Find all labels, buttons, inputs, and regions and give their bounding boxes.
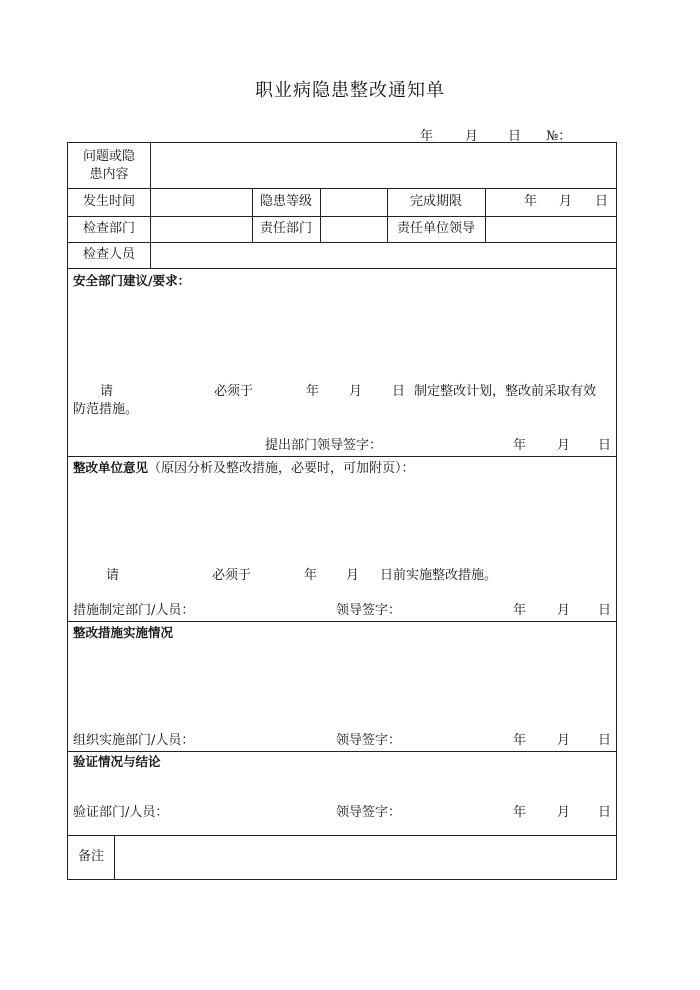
safety-section-heading: 安全部门建议/要求：	[73, 273, 191, 288]
rectify-sig-month: 月	[557, 603, 571, 618]
safety-day: 日	[392, 384, 406, 399]
resp-dept-label: 责任部门	[259, 221, 312, 236]
verify-sig-month: 月	[557, 805, 571, 820]
verify-sig-year: 年	[513, 805, 527, 820]
safety-sig-month: 月	[557, 438, 571, 453]
occur-time-label: 发生时间	[82, 194, 135, 209]
deadline-year: 年	[524, 194, 538, 209]
rectify-heading-note: （原因分析及整改措施，必要时，可加附页）：	[148, 461, 415, 476]
dateline-year: 年	[420, 129, 434, 144]
safety-month: 月	[349, 384, 363, 399]
row-divider	[68, 456, 616, 457]
rectify-sig-day: 日	[598, 603, 612, 618]
safety-sig-year: 年	[513, 438, 527, 453]
remarks-field[interactable]	[115, 836, 616, 879]
inspector-label: 检查人员	[82, 247, 135, 262]
deadline-month: 月	[559, 194, 573, 209]
safety-must-by: 必须于	[214, 384, 254, 399]
deadline-label: 完成期限	[409, 194, 462, 209]
safety-instruction-cont: 防范措施。	[73, 402, 139, 417]
rectify-signature-label: 领导签字：	[336, 603, 402, 618]
verify-signature-label: 领导签字：	[336, 805, 402, 820]
rectify-must-by: 必须于	[212, 568, 252, 583]
rectify-dept-label: 措施制定部门/人员：	[73, 603, 195, 618]
implement-signature-label: 领导签字：	[336, 733, 402, 748]
form-table	[67, 142, 617, 880]
inspector-field[interactable]	[151, 243, 616, 268]
implement-dept-label: 组织实施部门/人员：	[73, 733, 195, 748]
row-divider	[68, 621, 616, 622]
rectify-heading-bold: 整改单位意见	[73, 460, 149, 475]
row-divider	[68, 268, 616, 269]
implement-section-heading: 整改措施实施情况	[73, 625, 174, 640]
hazard-level-label: 隐患等级	[259, 194, 312, 209]
safety-year: 年	[306, 384, 320, 399]
rectify-year: 年	[304, 568, 318, 583]
rectify-please: 请	[106, 568, 120, 583]
rectify-month: 月	[346, 568, 360, 583]
implement-sig-year: 年	[513, 733, 527, 748]
resp-leader-field[interactable]	[486, 217, 616, 242]
rectify-section-heading	[73, 460, 415, 477]
safety-instruction: 制定整改计划，整改前采取有效	[414, 384, 597, 399]
issue-label-line1: 问题或隐	[82, 149, 135, 164]
safety-please: 请	[100, 384, 114, 399]
safety-sig-day: 日	[598, 438, 612, 453]
inspect-dept-field[interactable]	[151, 217, 252, 242]
implement-sig-month: 月	[557, 733, 571, 748]
safety-signature-label: 提出部门领导签字：	[265, 438, 383, 453]
row-divider	[68, 751, 616, 752]
verify-dept-label: 验证部门/人员：	[73, 805, 169, 820]
page-title: 职业病隐患整改通知单	[255, 80, 445, 101]
hazard-level-field[interactable]	[321, 189, 387, 216]
dateline-day: 日	[508, 129, 522, 144]
verify-section-heading: 验证情况与结论	[73, 754, 161, 769]
remarks-label: 备注	[77, 849, 104, 864]
dateline-number: №：	[546, 129, 572, 144]
deadline-day: 日	[595, 194, 609, 209]
issue-content-field[interactable]	[151, 143, 616, 188]
issue-label-line2: 患内容	[89, 167, 129, 182]
inspect-dept-label: 检查部门	[82, 221, 135, 236]
implement-sig-day: 日	[598, 733, 612, 748]
occur-time-field[interactable]	[151, 189, 252, 216]
rectify-sig-year: 年	[513, 603, 527, 618]
verify-sig-day: 日	[598, 805, 612, 820]
resp-leader-label: 责任单位领导	[396, 221, 475, 236]
rectify-day-instruction: 日前实施整改措施。	[380, 568, 498, 583]
resp-dept-field[interactable]	[321, 217, 387, 242]
dateline-month: 月	[465, 129, 479, 144]
